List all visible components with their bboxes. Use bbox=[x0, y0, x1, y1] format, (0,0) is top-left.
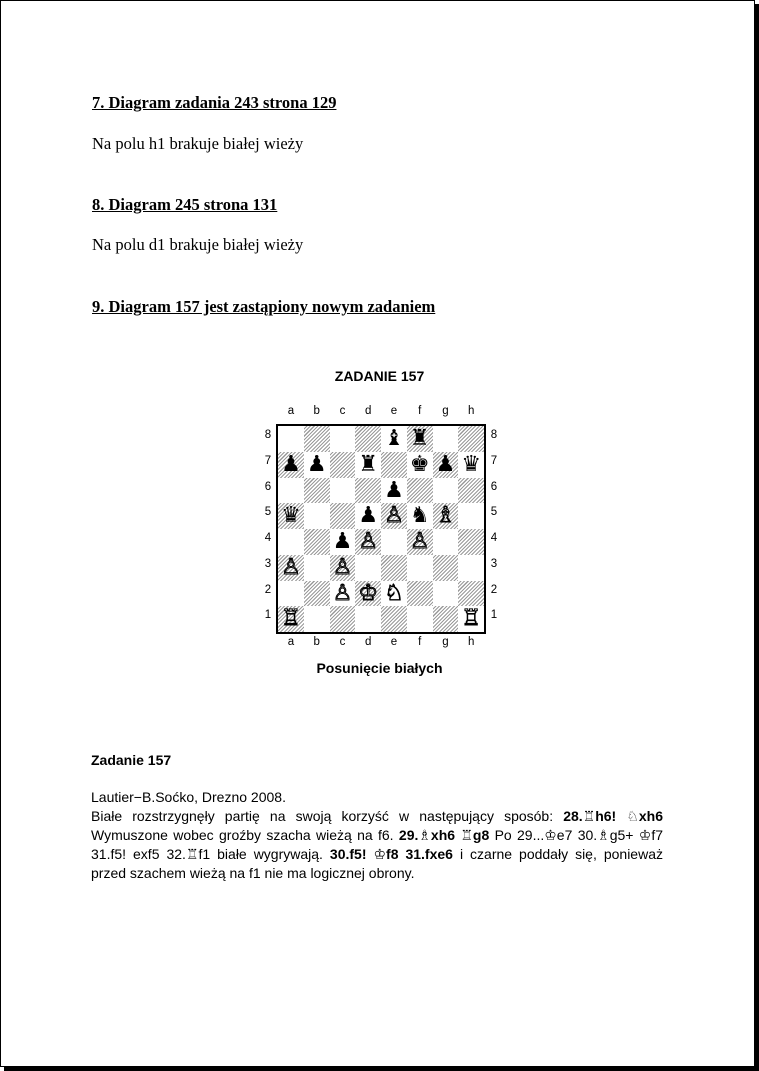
rank-label-2: 2 bbox=[264, 583, 272, 596]
piece-h7: ♛ bbox=[461, 451, 482, 477]
square-g2 bbox=[433, 581, 459, 607]
piece-e6: ♟ bbox=[384, 477, 404, 503]
piece-e8: ♝ bbox=[384, 426, 404, 451]
piece-a7: ♟ bbox=[281, 451, 301, 477]
piece-f4: ♙ bbox=[409, 529, 430, 554]
rank-label-3: 3 bbox=[490, 557, 498, 570]
piece-c2: ♙ bbox=[332, 580, 353, 606]
rank-label-6: 6 bbox=[490, 480, 498, 493]
square-g6 bbox=[433, 478, 459, 504]
file-label-c: c bbox=[339, 405, 346, 417]
square-f3 bbox=[407, 555, 433, 581]
file-label-h: h bbox=[468, 636, 475, 648]
chess-board bbox=[276, 424, 486, 634]
file-label-b: b bbox=[313, 405, 320, 417]
square-c8 bbox=[330, 426, 356, 452]
square-d1 bbox=[355, 606, 381, 632]
square-e4 bbox=[381, 529, 407, 555]
solution-move-1: 28.♖h6! ♘xh6 bbox=[563, 808, 663, 824]
file-label-d: d bbox=[365, 636, 372, 648]
piece-d5: ♟ bbox=[358, 503, 379, 529]
rank-label-1: 1 bbox=[490, 609, 498, 622]
piece-c3: ♙ bbox=[332, 554, 353, 580]
square-d8 bbox=[355, 426, 381, 452]
piece-a5: ♛ bbox=[281, 503, 301, 529]
square-c5 bbox=[330, 503, 356, 529]
rank-label-7: 7 bbox=[264, 454, 272, 467]
square-b3 bbox=[304, 555, 330, 581]
rank-label-8: 8 bbox=[264, 429, 272, 441]
file-label-a: a bbox=[287, 636, 295, 648]
rank-label-3: 3 bbox=[264, 557, 272, 570]
square-b1 bbox=[304, 606, 330, 632]
square-f6 bbox=[407, 478, 433, 504]
diagram-title: ZADANIE 157 bbox=[334, 368, 425, 384]
piece-d4: ♙ bbox=[358, 529, 379, 554]
piece-a3: ♙ bbox=[281, 554, 301, 580]
file-label-b: b bbox=[313, 636, 320, 648]
piece-f7: ♚ bbox=[409, 451, 430, 477]
section-9-heading: 9. Diagram 157 jest zastąpiony nowym zadaniem bbox=[92, 297, 436, 316]
piece-a1: ♖ bbox=[281, 606, 301, 632]
square-b5 bbox=[304, 503, 330, 529]
square-a2 bbox=[278, 581, 304, 607]
square-h4 bbox=[458, 529, 484, 555]
square-g8 bbox=[433, 426, 459, 452]
square-b8 bbox=[304, 426, 330, 452]
square-h3 bbox=[458, 555, 484, 581]
piece-e5: ♙ bbox=[384, 503, 404, 529]
piece-g5: ♗ bbox=[435, 503, 456, 529]
file-label-e: e bbox=[390, 405, 398, 417]
square-a4 bbox=[278, 529, 304, 555]
file-label-g: g bbox=[442, 636, 449, 648]
solution-heading: Zadanie 157 bbox=[91, 752, 172, 768]
square-c6 bbox=[330, 478, 356, 504]
piece-d7: ♜ bbox=[358, 451, 379, 477]
rank-label-2: 2 bbox=[490, 583, 498, 596]
rank-label-4: 4 bbox=[264, 532, 272, 544]
square-g3 bbox=[433, 555, 459, 581]
square-d3 bbox=[355, 555, 381, 581]
square-a8 bbox=[278, 426, 304, 452]
square-b2 bbox=[304, 581, 330, 607]
file-label-f: f bbox=[418, 405, 422, 417]
square-c7 bbox=[330, 452, 356, 478]
section-8-heading: 8. Diagram 245 strona 131 bbox=[92, 195, 278, 214]
square-e3 bbox=[381, 555, 407, 581]
section-8-text: Na polu d1 brakuje białej wieży bbox=[92, 235, 304, 254]
piece-g7: ♟ bbox=[435, 451, 456, 477]
square-h8 bbox=[458, 426, 484, 452]
square-d6 bbox=[355, 478, 381, 504]
square-c1 bbox=[330, 606, 356, 632]
piece-f8: ♜ bbox=[409, 426, 430, 451]
piece-e2: ♘ bbox=[384, 580, 404, 606]
solution-text bbox=[91, 788, 663, 883]
rank-label-4: 4 bbox=[490, 532, 498, 544]
square-g1 bbox=[433, 606, 459, 632]
rank-label-5: 5 bbox=[490, 506, 498, 519]
piece-d2: ♔ bbox=[358, 580, 379, 606]
diagram-caption: Posunięcie białych bbox=[316, 660, 443, 676]
square-e7 bbox=[381, 452, 407, 478]
solution-text-3: Po 29...♔e7 30.♗g5+ ♔f7 31.f5! exf5 32.♖f1 białe wygrywają. bbox=[91, 827, 663, 862]
square-b6 bbox=[304, 478, 330, 504]
rank-label-7: 7 bbox=[490, 454, 498, 467]
piece-h1: ♖ bbox=[461, 606, 482, 632]
file-label-a: a bbox=[287, 405, 295, 417]
square-h5 bbox=[458, 503, 484, 529]
file-label-d: d bbox=[365, 405, 372, 417]
section-7-heading: 7. Diagram zadania 243 strona 129 bbox=[92, 93, 337, 112]
file-label-c: c bbox=[339, 636, 346, 648]
section-7-text: Na polu h1 brakuje białej wieży bbox=[92, 134, 304, 153]
solution-source: Lautier−B.Soćko, Drezno 2008. bbox=[91, 789, 286, 805]
rank-label-1: 1 bbox=[264, 609, 272, 622]
piece-f5: ♞ bbox=[409, 503, 430, 529]
square-e1 bbox=[381, 606, 407, 632]
solution-move-3: 30.f5! ♔f8 31.fxe6 bbox=[329, 846, 453, 862]
square-f1 bbox=[407, 606, 433, 632]
file-label-e: e bbox=[390, 636, 398, 648]
rank-label-5: 5 bbox=[264, 506, 272, 519]
piece-b7: ♟ bbox=[306, 451, 327, 477]
square-g4 bbox=[433, 529, 459, 555]
rank-label-6: 6 bbox=[264, 480, 272, 493]
square-f2 bbox=[407, 581, 433, 607]
solution-text-1: Białe rozstrzygnęły partię na swoją korzyść w następujący sposób: bbox=[91, 808, 564, 824]
solution-body bbox=[91, 807, 663, 883]
solution-text-4: i czarne poddały się, ponieważ przed szachem wieżą na f1 nie ma logicznej obrony. bbox=[91, 846, 663, 881]
rank-label-8: 8 bbox=[490, 429, 498, 441]
solution-move-2: 29.♗xh6 ♖g8 bbox=[398, 827, 490, 843]
file-label-h: h bbox=[468, 405, 475, 417]
file-label-g: g bbox=[442, 405, 449, 417]
square-b4 bbox=[304, 529, 330, 555]
square-h6 bbox=[458, 478, 484, 504]
solution-text-2: Wymuszone wobec groźby szacha wieżą na f6. bbox=[91, 827, 399, 843]
piece-c4: ♟ bbox=[332, 529, 353, 554]
square-a6 bbox=[278, 478, 304, 504]
file-label-f: f bbox=[418, 636, 422, 648]
square-h2 bbox=[458, 581, 484, 607]
